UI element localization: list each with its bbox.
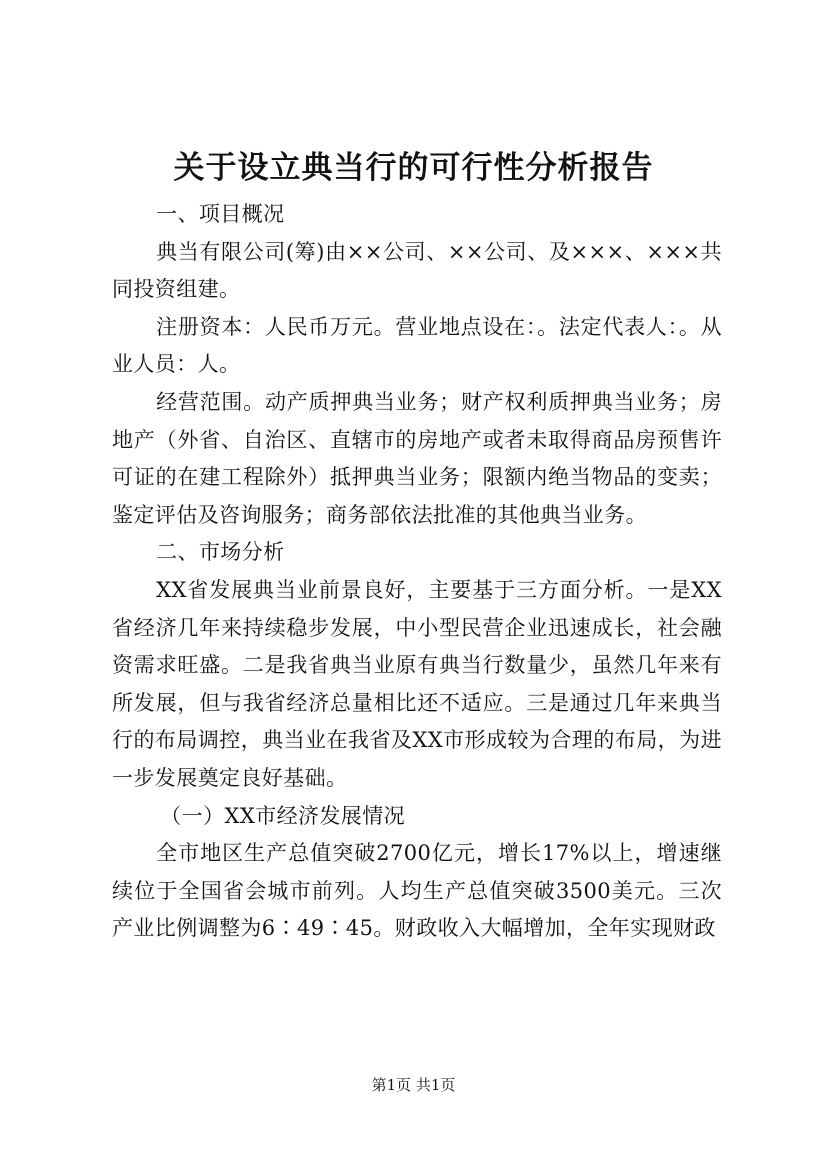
document-body <box>112 196 722 948</box>
paragraph-founders: 典当有限公司(筹)由××公司、××公司、及×××、×××共同投资组建。 <box>112 239 722 302</box>
section-heading-market: 二、市场分析 <box>156 540 285 565</box>
paragraph-economy-stats: 全市地区生产总值突破2700亿元，增长17%以上，增速继续位于全国省会城市前列。人均生产总值突破3500美元。三次产业比例调整为6∶49∶45。财政收入大幅增加，全年实现财政 <box>112 841 722 941</box>
subsection-heading-economy: （一）XX市经济发展情况 <box>160 803 405 828</box>
paragraph-registration: 注册资本：人民币万元。营业地点设在：。法定代表人：。从业人员：人。 <box>112 314 722 377</box>
section-heading-overview: 一、项目概况 <box>156 202 285 226</box>
page-footer: 第1页 共1页 <box>371 1076 456 1094</box>
document-title: 关于设立典当行的可行性分析报告 <box>173 150 654 186</box>
paragraph-business-scope: 经营范围。动产质押典当业务；财产权利质押典当业务；房地产（外省、自治区、直辖市的房地产或者未取得商品房预售许可证的在建工程除外）抵押典当业务；限额内绝当物品的变卖；鉴定评估及咨询服务；商务部依法批准的其他典当业务。 <box>112 389 722 527</box>
paragraph-market-analysis: XX省发展典当业前景良好，主要基于三方面分析。一是XX省经济几年来持续稳步发展，中小型民营企业迅速成长，社会融资需求旺盛。二是我省典当业原有典当行数量少，虽然几年来有所发展，但与我省经济总量相比还不适应。三是通过几年来典当行的布局调控，典当业在我省及XX市形成较为合理的布局，为进一步发展奠定良好基础。 <box>112 577 722 790</box>
